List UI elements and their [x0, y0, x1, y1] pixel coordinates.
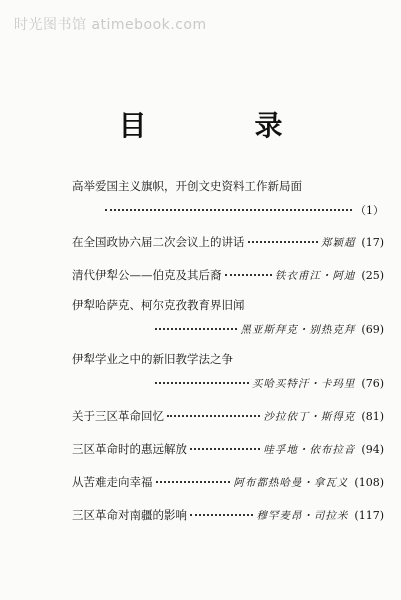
toc-entry-page: (117) [354, 509, 384, 522]
toc-entry-page: (25) [361, 269, 384, 282]
toc-entry-author: 铁衣甫江・阿迪 [274, 270, 356, 282]
leader-dots [190, 437, 260, 450]
toc-entry-title: 清代伊犁公——伯克及其后裔 [72, 268, 222, 282]
toc-entry [72, 353, 384, 391]
toc-entry-page: (81) [361, 410, 384, 423]
watermark: 时光图书馆 atimebook.com [14, 17, 207, 33]
leader-dots [225, 263, 272, 276]
leader-dots [190, 503, 253, 516]
toc-entry-title: 关于三区革命回忆 [72, 409, 164, 423]
leader-dots [155, 317, 237, 330]
toc-entry-page: (69) [361, 323, 384, 336]
toc-entry [72, 473, 384, 490]
toc-entry-title: 高举爱国主义旗帜，开创文史资料工作新局面 [72, 179, 302, 193]
toc-entry-author: 沙拉依丁・斯得克 [263, 411, 356, 423]
toc-entry-page: (76) [361, 377, 384, 390]
leader-dots [248, 230, 318, 243]
toc-entry-title: 在全国政协六届二次会议上的讲话 [72, 235, 245, 249]
toc-entry-author: 买哈买特汗・卡玛里 [251, 378, 356, 390]
toc-entry [72, 506, 384, 523]
toc-entry [72, 440, 384, 457]
leader-dots [155, 371, 249, 384]
toc-entry-page: (94) [361, 443, 384, 456]
toc-entry [72, 266, 384, 283]
toc-entry-title: 伊犁哈萨克、柯尔克孜教育界旧闻 [72, 298, 245, 312]
toc-entry-page: (17) [361, 236, 384, 249]
toc-entry-page: （1） [355, 204, 384, 217]
toc-entry-page: (108) [354, 476, 384, 489]
toc-entry-author: 郑颖超 [320, 237, 356, 249]
table-of-contents [72, 180, 384, 523]
toc-entry-author: 阿布都热哈曼・拿瓦义 [233, 477, 349, 489]
toc-entry [72, 233, 384, 250]
toc-entry-author: 穆罕麦昂・司拉米 [256, 510, 349, 522]
toc-entry-title: 三区革命时的惠远解放 [72, 442, 187, 456]
leader-dots [105, 198, 352, 211]
toc-entry-title: 伊犁学业之中的新旧教学法之争 [72, 352, 233, 366]
toc-entry-author: 哇孚地・依布拉音 [263, 444, 356, 456]
toc-entry-title: 从苦难走向幸福 [72, 475, 153, 489]
toc-entry [72, 180, 384, 217]
leader-dots [156, 470, 231, 483]
toc-entry-author: 黑亚斯拜克・别热克拜 [240, 324, 356, 336]
leader-dots [167, 404, 260, 417]
toc-entry-title: 三区革命对南疆的影响 [72, 508, 187, 522]
page-title: 目 录 [118, 109, 323, 142]
toc-entry [72, 407, 384, 424]
toc-entry [72, 299, 384, 337]
